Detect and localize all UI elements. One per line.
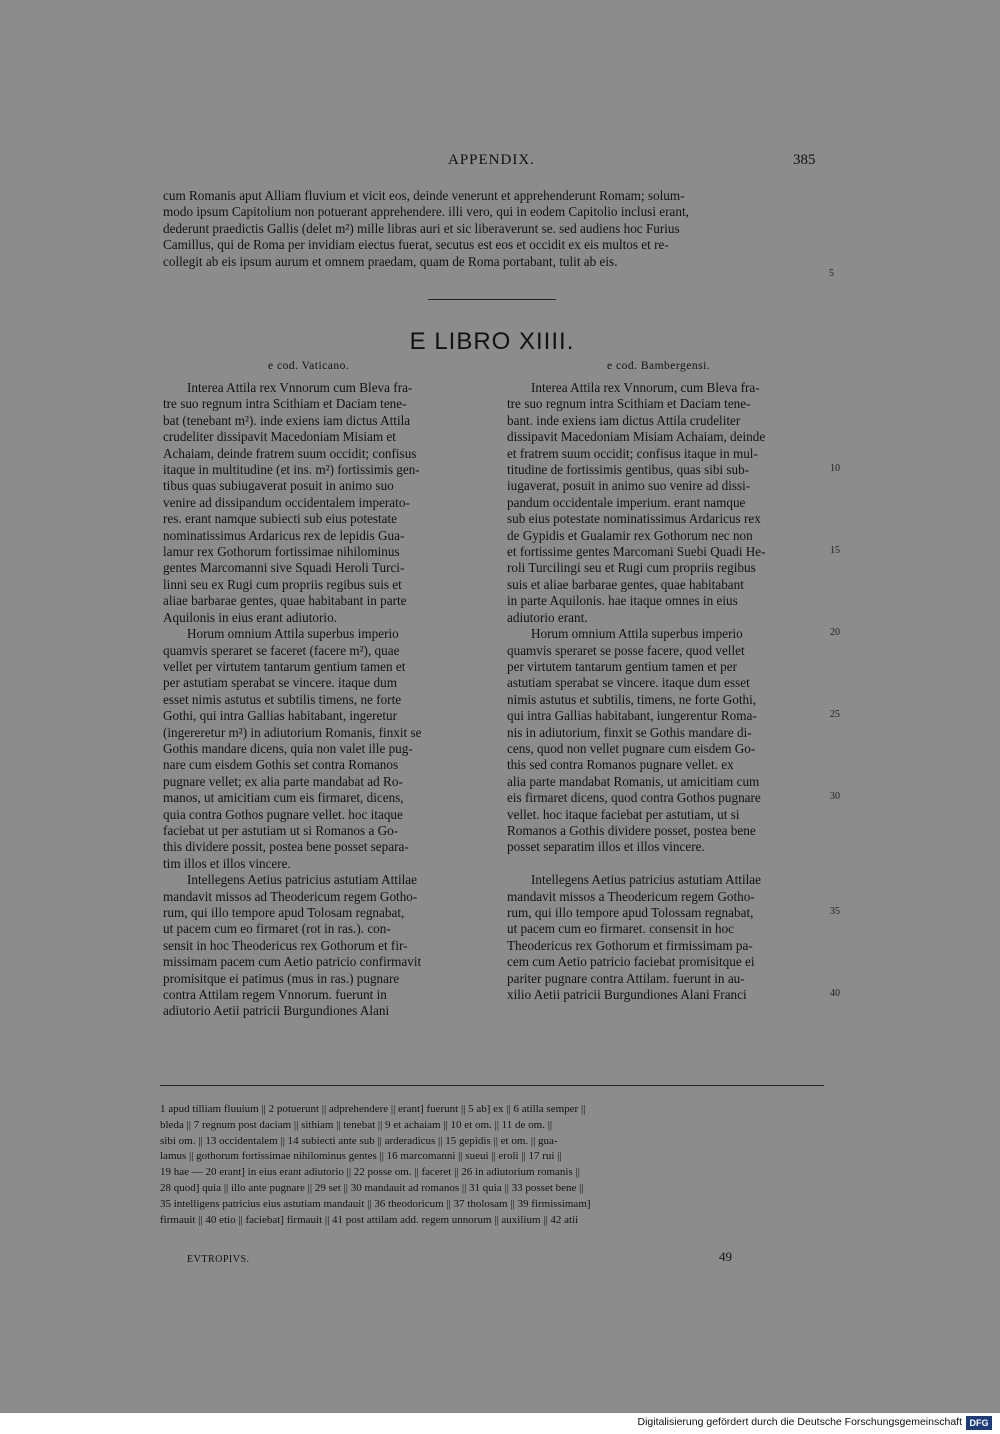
line-number: 30 bbox=[830, 791, 840, 802]
text-line: tim illos et illos vincere. bbox=[163, 855, 291, 871]
text-line: itaque in multitudine (et ins. m²) fortissimis gen- bbox=[163, 462, 420, 478]
text-line: res. erant namque subiecti sub eius potestate bbox=[163, 511, 398, 527]
text-line: Romanos a Gothis dividere posset, postea bene bbox=[507, 822, 756, 838]
dfg-logo: DFG bbox=[966, 1416, 992, 1430]
apparatus-line: 28 quod] quia || illo ante pugnare || 29 set || 30 mandauit ad romanos || 31 quia || 33 posset bene || bbox=[160, 1181, 584, 1194]
left-column-heading: e cod. Vaticano. bbox=[268, 360, 350, 372]
text-line: rum, qui illo tempore apud Tolossam regnabat, bbox=[507, 904, 754, 920]
text-line: alia parte mandabat Romanis, ut amicitiam cum bbox=[507, 773, 760, 789]
text-line: promisitque ei patimus (mus in ras.) pugnare bbox=[163, 970, 400, 986]
text-line: esset nimis astutus et subtilis timens, ne forte bbox=[163, 691, 402, 707]
left-column bbox=[163, 380, 476, 1020]
text-line: missimam pacem cum Aetio patricio confirmavit bbox=[163, 954, 422, 970]
section-divider bbox=[428, 299, 556, 300]
text-line: pugnare vellet; ex alia parte mandabat ad Ro- bbox=[163, 773, 403, 789]
text-line: Interea Attila rex Vnnorum, cum Bleva fra- bbox=[531, 380, 760, 395]
text-line: this dividere possit, postea bene posset separa- bbox=[163, 839, 409, 855]
text-line: astutiam sperabat se vincere. itaque dum esset bbox=[507, 675, 750, 691]
right-column-heading: e cod. Bambergensi. bbox=[607, 360, 711, 372]
text-line: crudeliter dissipavit Macedoniam Misiam et bbox=[163, 429, 396, 445]
text-line: venire ad dissipandum occidentalem imperato- bbox=[163, 494, 410, 510]
book-title: E LIBRO XIIII. bbox=[409, 328, 575, 355]
text-line: vellet. hoc itaque faciebat per astutiam, ut si bbox=[507, 806, 740, 822]
critical-apparatus bbox=[160, 1102, 824, 1228]
text-line: Horum omnium Attila superbus imperio bbox=[531, 626, 743, 642]
text-line: lamur rex Gothorum fortissimae nihilominus bbox=[163, 544, 400, 560]
text-line: aliae barbarae gentes, quae habitabant in parte bbox=[163, 593, 407, 609]
running-head: APPENDIX. bbox=[448, 152, 535, 168]
line-number: 35 bbox=[830, 906, 840, 917]
text-line: iugaverat, posuit in animo suo venire ad dissi- bbox=[507, 478, 751, 494]
text-line bbox=[507, 856, 822, 872]
funding-credit: Digitalisierung gefördert durch die Deutsche Forschungsgemeinschaft bbox=[637, 1416, 962, 1428]
text-line: Theodericus rex Gothorum et firmissimam pa- bbox=[507, 937, 753, 953]
text-line: Gothi, qui intra Gallias habitabant, ingeretur bbox=[163, 708, 398, 724]
text-line: per astutiam sperabat se vincere. itaque dum bbox=[163, 675, 397, 691]
text-line: Horum omnium Attila superbus imperio bbox=[187, 626, 399, 642]
text-line: qui intra Gallias habitabant, iungerentur Roma- bbox=[507, 708, 757, 724]
text-line: mandavit missos a Theodericum regem Gotho- bbox=[507, 888, 755, 904]
apparatus-line: firmauit || 40 etio || faciebat] firmauit || 41 post attilam add. regem unnorum || auxilium || 42 atii bbox=[160, 1213, 579, 1226]
text-line: cum Romanis aput Alliam fluvium et vicit eos, deinde venerunt et apprehenderunt Romam; solum- bbox=[163, 188, 685, 203]
text-line: bant. inde exiens iam dictus Attila crudeliter bbox=[507, 412, 741, 428]
sheet-number: 49 bbox=[719, 1249, 732, 1264]
text-line: nimis astutus et subtilis, timens, ne forte Gothi, bbox=[507, 691, 757, 707]
text-line: rum, qui illo tempore apud Tolosam regnabat, bbox=[163, 905, 405, 920]
text-line: de Gypidis et Gualamir rex Gothorum nec non bbox=[507, 527, 753, 543]
text-line: posset separatim illos et illos vincere. bbox=[507, 839, 705, 855]
text-line: cens, quod non vellet pugnare cum eisdem Go- bbox=[507, 740, 756, 756]
text-line: nis in adiutorium, finxit se Gothis mandare di- bbox=[507, 724, 752, 740]
text-line: et fratrem suum occidit; confisus itaque in mul- bbox=[507, 445, 758, 461]
text-line: collegit ab eis ipsum aurum et omnem praedam, quam de Roma portabant, tulit ab eis. bbox=[163, 253, 618, 269]
text-line: dissipavit Macedoniam Misiam Achaiam, deinde bbox=[507, 429, 766, 445]
text-line: gentes Marcomanni sive Squadi Heroli Turci- bbox=[163, 560, 405, 576]
text-line: nominatissimus Ardaricus rex de lepidis Gua- bbox=[163, 527, 405, 543]
text-line: contra Attilam regem Vnnorum. fuerunt in bbox=[163, 987, 387, 1003]
text-line: quia contra Gothos pugnare vellet. hoc itaque bbox=[163, 806, 403, 822]
text-line: faciebat ut per astutiam ut si Romanos a Go- bbox=[163, 822, 399, 838]
apparatus-line: lamus || gothorum fortissimae nihilominus gentes || 16 marcomanni || sueui || eroli || 17 rui || bbox=[160, 1150, 562, 1163]
text-line: tibus quas subiugaverat posuit in animo suo bbox=[163, 478, 394, 494]
apparatus-line: sibi om. || 13 occidentalem || 14 subiecti ante sub || arderadicus || 15 gepidis || et om. || gua- bbox=[160, 1134, 558, 1147]
text-line: in parte Aquilonis. hae itaque omnes in eius bbox=[507, 593, 738, 609]
apparatus-line: 35 intelligens patricius eius astutiam mandauit || 36 theodoricum || 37 tholosam || 39 firmissimam] bbox=[160, 1197, 591, 1210]
text-line: bat (tenebant m²). inde exiens iam dictus Attila bbox=[163, 412, 411, 428]
top-paragraph bbox=[163, 188, 822, 270]
text-line: Gothis mandare dicens, quia non valet ille pug- bbox=[163, 740, 413, 756]
text-line: pandum occidentale imperium. erant namque bbox=[507, 494, 746, 510]
text-line: vellet per virtutem tantarum gentium tamen et bbox=[163, 658, 406, 674]
apparatus-line: 1 apud tilliam fluuium || 2 potuerunt || adprehendere || erant] fuerunt || 5 ab] ex || 6 atilla semper || bbox=[160, 1103, 586, 1115]
text-line: ut pacem cum eo firmaret (rot in ras.). con- bbox=[163, 921, 391, 937]
text-line: suis et aliae barbarae gentes, quae habitabant bbox=[507, 576, 744, 592]
apparatus-line: 19 hae — 20 erant] in eius erant adiutorio || 22 posse om. || faceret || 26 in adiutorium romanis || bbox=[160, 1166, 580, 1179]
text-line: ut pacem cum eo firmaret. consensit in hoc bbox=[507, 921, 735, 937]
text-line: per virtutem tantarum gentium tamen et per bbox=[507, 658, 737, 674]
text-line: roli Turcilingi seu et Rugi cum propriis regibus bbox=[507, 560, 756, 576]
line-number: 40 bbox=[830, 988, 840, 999]
text-line: Interea Attila rex Vnnorum cum Bleva fra- bbox=[187, 380, 413, 395]
text-line: cem cum Aetio patricio faciebat promisitque ei bbox=[507, 954, 755, 970]
text-line: Aquilonis in eius erant adiutorio. bbox=[163, 609, 337, 625]
text-line: eis firmaret dicens, quod contra Gothos pugnare bbox=[507, 790, 761, 806]
line-number: 15 bbox=[830, 545, 840, 556]
text-line: Achaiam, deinde fratrem suum occidit; confisus bbox=[163, 445, 417, 461]
text-line: quamvis speraret se faceret (facere m²), quae bbox=[163, 642, 400, 658]
text-line: adiutorio erant. bbox=[507, 609, 588, 625]
text-line: Intellegens Aetius patricius astutiam Attilae bbox=[187, 872, 417, 888]
page-number: 385 bbox=[793, 152, 816, 168]
text-line: Camillus, qui de Roma per invidiam eiectus fuerat, secutus est eos et occidit ex eis multos et re- bbox=[163, 237, 669, 253]
text-line: mandavit missos ad Theodericum regem Gotho- bbox=[163, 888, 418, 904]
text-line: modo ipsum Capitolium non potuerant apprehendere. illi vero, qui in eodem Capitolio inclusi erant, bbox=[163, 204, 689, 220]
line-number: 20 bbox=[830, 627, 840, 638]
line-number: 25 bbox=[830, 709, 840, 720]
text-line: adiutorio Aetii patricii Burgundiones Alani bbox=[163, 1003, 390, 1019]
text-line: manos, ut amicitiam cum eis firmaret, dicens, bbox=[163, 790, 404, 806]
text-line: xilio Aetii patricii Burgundiones Alani Franci bbox=[507, 987, 747, 1003]
text-line: quamvis speraret se posse facere, quod vellet bbox=[507, 642, 745, 658]
text-line: (ingereretur m²) in adiutorium Romanis, finxit se bbox=[163, 724, 422, 740]
text-line: sub eius potestate nominatissimus Ardaricus rex bbox=[507, 511, 761, 527]
apparatus-line: bleda || 7 regnum post daciam || sithiam || tenebat || 9 et achaiam || 10 et om. || 11 de om. || bbox=[160, 1118, 553, 1131]
line-number: 10 bbox=[830, 463, 840, 474]
text-line: sensit in hoc Theodericus rex Gothorum et fir- bbox=[163, 937, 408, 953]
right-column bbox=[507, 380, 822, 1003]
footnote-rule bbox=[160, 1085, 824, 1086]
text-line: nare cum eisdem Gothis set contra Romanos bbox=[163, 757, 399, 773]
text-line: pariter pugnare contra Attilam. fuerunt in au- bbox=[507, 970, 745, 986]
line-number: 5 bbox=[829, 268, 834, 279]
text-line: linni seu ex Rugi cum propriis regibus suis et bbox=[163, 576, 402, 592]
text-line: titudine de fortissimis gentibus, quas sibi sub- bbox=[507, 462, 750, 478]
text-line: dederunt praedictis Gallis (delet m²) mille libras auri et sic liberaverunt se. sed audiens hoc Furius bbox=[163, 220, 680, 236]
printer-signature: EVTROPIVS. bbox=[187, 1254, 250, 1265]
text-line: Intellegens Aetius patricius astutiam Attilae bbox=[531, 872, 761, 888]
text-line: this sed contra Romanos pugnare vellet. ex bbox=[507, 757, 734, 773]
text-line: et fortissime gentes Marcomani Suebi Quadi He- bbox=[507, 544, 766, 560]
text-line: tre suo regnum intra Scithiam et Daciam tene- bbox=[163, 396, 407, 412]
text-line: tre suo regnum intra Scithiam et Daciam tene- bbox=[507, 396, 751, 412]
